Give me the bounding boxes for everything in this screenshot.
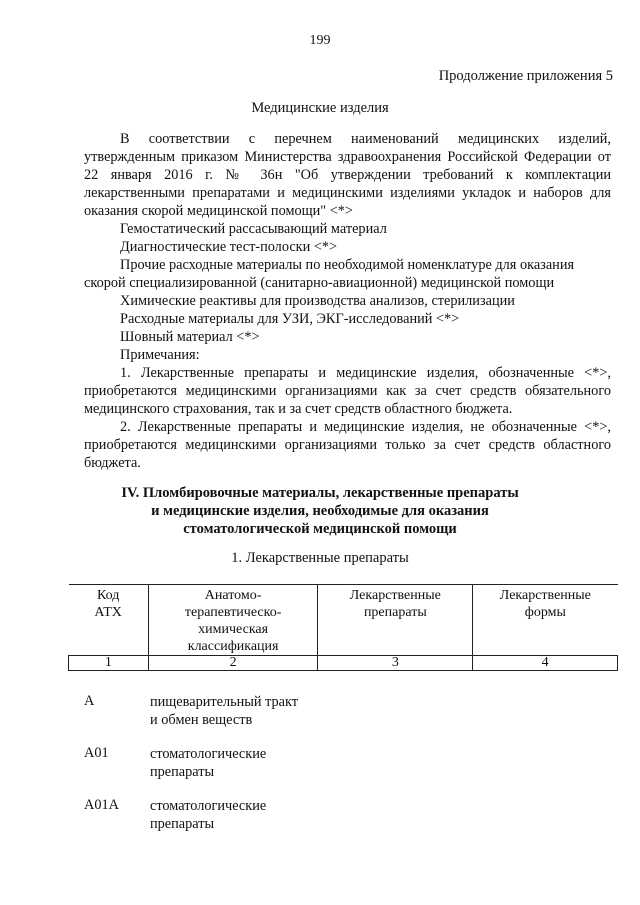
list-item-continuation: скорой специализированной (санитарно-авиационной) медицинской помощи [84, 275, 555, 291]
list-item: Гемостатический рассасывающий материал [120, 221, 387, 237]
section-heading-medical-devices: Медицинские изделия [251, 100, 389, 116]
atx-classification: пищеварительный тракт и обмен веществ [150, 694, 299, 728]
section-title-line: стоматологической медицинской помощи [183, 521, 457, 537]
column-number: 2 [148, 656, 318, 671]
list-item: Прочие расходные материалы по необходимой номенклатуре для оказания [120, 257, 575, 273]
atx-code: A01A [84, 797, 119, 813]
column-number: 1 [69, 656, 149, 671]
header-drugs: Лекарственные препараты [318, 585, 473, 656]
page-number: 199 [309, 33, 331, 48]
list-item: Химические реактивы для производства анализов, стерилизации [120, 293, 515, 309]
column-number: 4 [473, 656, 618, 671]
list-item: Шовный материал <*> [120, 329, 260, 345]
atx-classification: стоматологические препараты [150, 746, 267, 780]
atx-classification: стоматологические препараты [150, 798, 267, 832]
notes-label: Примечания: [120, 347, 200, 363]
subsection-title: 1. Лекарственные препараты [231, 550, 409, 566]
header-code-atx: Код АТХ [69, 585, 149, 656]
header-atc-classification: Анатомо- терапевтическо- химическая классификация [148, 585, 318, 656]
atx-table [68, 584, 618, 671]
section-title-line: и медицинские изделия, необходимые для оказания [151, 503, 489, 519]
intro-paragraph: В соответствии с перечнем наименований медицинских изделий, утвержденным приказом Министерства здравоохранения Российской Федерации от 22 января 2016 г. № 36н "Об утверждении требований к комплектации лекарственными препаратами и медицинскими изделиями укладок и наборов для оказания скорой медицинской помощи" <*> [84, 131, 611, 219]
column-number: 3 [318, 656, 473, 671]
section-title [0, 484, 640, 538]
list-item: Диагностические тест-полоски <*> [120, 239, 338, 255]
atx-code: A [84, 693, 95, 709]
section-title-line: IV. Пломбировочные материалы, лекарственные препараты [121, 485, 519, 501]
appendix-continuation: Продолжение приложения 5 [438, 68, 613, 84]
table-column-numbers-row [69, 656, 618, 671]
list-item: Расходные материалы для УЗИ, ЭКГ-исследований <*> [120, 311, 460, 327]
table-header-row [69, 585, 618, 656]
note-2: 2. Лекарственные препараты и медицинские изделия, не обозначенные <*>, приобретаются медицинскими организациями только за счет средств областного бюджета. [84, 419, 611, 471]
header-dosage-forms: Лекарственные формы [473, 585, 618, 656]
atx-code: A01 [84, 745, 109, 761]
note-1: 1. Лекарственные препараты и медицинские изделия, обозначенные <*>, приобретаются медицинскими организациями как за счет средств обязательного медицинского страхования, так и за счет средств областного бюджета. [84, 365, 611, 417]
